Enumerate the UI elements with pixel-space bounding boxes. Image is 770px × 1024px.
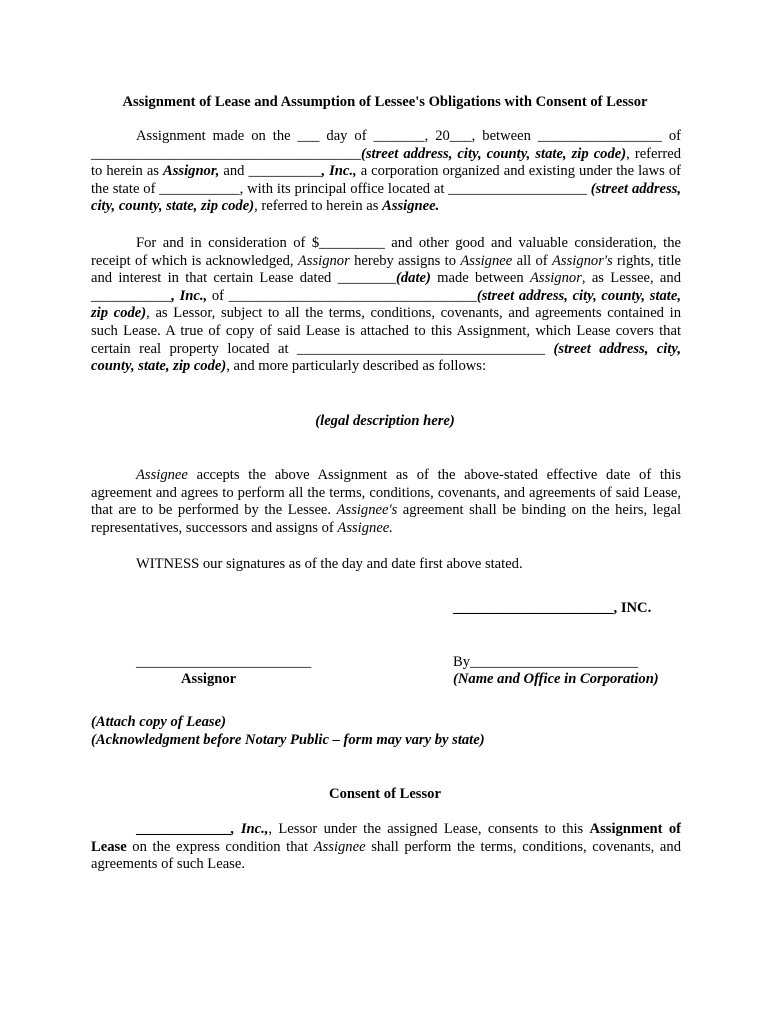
p2-e: all of <box>512 252 553 269</box>
p2-p: (street address, city, county, state, zip code) <box>91 340 681 375</box>
p2-j: Assignor <box>529 270 582 287</box>
p3-d: agreement shall be binding on the heirs, legal representatives, successors and assigns of <box>91 502 681 536</box>
p3-e: Assignee. <box>337 519 393 536</box>
p1-c: , referred to herein as <box>91 145 681 180</box>
p3-c: Assignee's <box>336 502 398 519</box>
p1-e: and __________ <box>219 163 322 180</box>
consent-a: _____________ <box>136 821 231 837</box>
attach-note: (Attach copy of Lease) <box>91 714 226 730</box>
assignment-paragraph <box>91 128 681 216</box>
p2-d: Assignee <box>460 252 513 269</box>
inc-blank: ______________________ <box>453 600 614 616</box>
p2-g: rights, title and interest in that certain Lease dated ________ <box>91 252 681 287</box>
consent-title: Consent of Lessor <box>329 786 441 802</box>
consideration-paragraph <box>91 235 681 376</box>
document-title: Assignment of Lease and Assumption of Lessee's Obligations with Consent of Lessor <box>122 94 648 110</box>
p1-h: (street address, city, county, state, zip code) <box>91 180 681 215</box>
legal-description: (legal description here) <box>315 413 455 429</box>
assignor-label: Assignor <box>181 671 237 687</box>
p2-m: of __________________________________ <box>207 287 477 304</box>
p2-c: hereby assigns to <box>349 252 461 269</box>
p2-q: , and more particularly described as follows: <box>226 358 487 375</box>
assignor-signature-blank: ________________________ <box>136 654 312 670</box>
p2-l: , Inc., <box>171 287 208 304</box>
consent-b: , Inc., <box>230 821 269 837</box>
consent-paragraph <box>91 821 681 874</box>
consent-c: , Lessor under the assigned Lease, consents to this <box>268 821 590 837</box>
inc-label: , INC. <box>613 600 652 616</box>
acceptance-paragraph <box>91 467 681 537</box>
by-signature-line: By_______________________ <box>453 654 638 670</box>
p1-b: (street address, city, county, state, zip code) <box>360 145 627 162</box>
p2-i: made between <box>430 270 530 287</box>
consent-f: Assignee <box>313 838 366 855</box>
p1-g: a corporation organized and existing under the laws of the state of ___________, with its principal office located at ___________________ <box>91 163 682 197</box>
p2-n: (street address, city, county, state, zip code) <box>91 287 681 322</box>
p2-b: Assignor <box>297 252 350 269</box>
witness-statement: WITNESS our signatures as of the day and date first above stated. <box>136 556 523 572</box>
p3-a: Assignee <box>136 467 188 483</box>
acknowledgment-note: (Acknowledgment before Notary Public – form may vary by state) <box>91 732 485 748</box>
p2-h: (date) <box>396 270 431 287</box>
p1-j: Assignee. <box>382 198 440 215</box>
p1-d: Assignor, <box>163 163 220 180</box>
p1-i: , referred to herein as <box>254 198 383 215</box>
p3-b: accepts the above Assignment as of the above-stated effective date of this agreement and agrees to perform all the terms, conditions, covenants, and agreements of said Lease, that are to be performed by the Lessee. <box>91 467 681 519</box>
p2-f: Assignor's <box>552 252 613 269</box>
corporation-signature-line <box>453 600 651 618</box>
p2-o: , as Lessor, subject to all the terms, conditions, covenants, and agreements contained in such Lease. A true of copy of said Lease is attached to this Assignment, which Lease covers that certain real property located at __________________________________ <box>91 305 681 357</box>
consent-d: Assignment of Lease <box>91 821 682 855</box>
consent-e: on the express condition that <box>126 838 314 855</box>
p1-a: Assignment made on the ___ day of _______, 20___, between _________________ of _____________________________________ <box>91 128 681 162</box>
p2-a: For and in consideration of $_________ and other good and valuable consideration, the receipt of which is acknowledged, <box>91 235 681 269</box>
consent-g: shall perform the terms, conditions, covenants, and agreements of such Lease. <box>91 838 682 873</box>
p1-f: , Inc., <box>321 163 357 180</box>
p2-k: , as Lessee, and ___________ <box>91 270 681 304</box>
name-office-label: (Name and Office in Corporation) <box>453 671 659 687</box>
